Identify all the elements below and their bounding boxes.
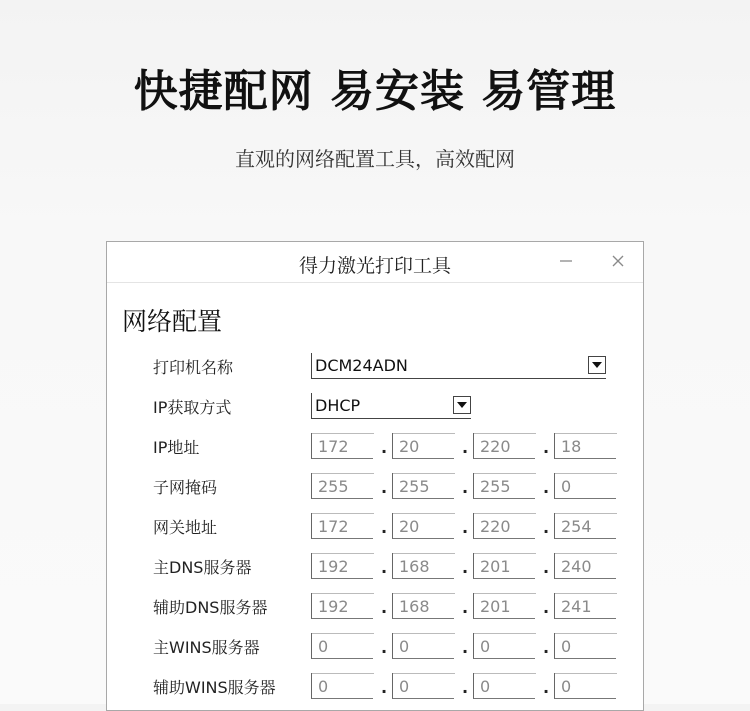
octet-value: 0 [561,677,572,696]
chevron-down-icon[interactable] [588,356,606,374]
octet-value: 0 [480,677,491,696]
primary-dns-octet-2[interactable] [392,553,454,579]
secondary-wins-label: 辅助WINS服务器 [153,678,276,697]
subnet-mask-label: 子网掩码 [153,478,218,497]
ip-mode-row [107,390,643,422]
primary-dns-octet-4[interactable] [554,553,616,579]
octet-separator: . [543,518,550,537]
printer-name-label: 打印机名称 [153,358,234,377]
octet-value: 0 [399,637,410,656]
primary-dns-row [107,550,643,582]
ip-address-octet-1[interactable] [311,433,373,459]
octet-separator: . [462,558,469,577]
octet-value: 18 [561,437,582,456]
printer-name-select[interactable] [311,353,606,379]
octet-value: 254 [561,517,592,536]
primary-dns-octet-1[interactable] [311,553,373,579]
octet-value: 0 [399,677,410,696]
close-icon [610,253,626,269]
octet-value: 201 [480,597,511,616]
subnet-mask-octet-3[interactable] [473,473,535,499]
octet-value: 192 [318,557,349,576]
ip-address-octet-3[interactable] [473,433,535,459]
window-title: 得力激光打印工具 [298,255,451,277]
octet-separator: . [462,678,469,697]
octet-separator: . [381,438,388,457]
octet-value: 168 [399,597,430,616]
octet-value: 0 [318,637,329,656]
primary-wins-row [107,630,643,662]
octet-value: 0 [318,677,329,696]
gateway-octet-4[interactable] [554,513,616,539]
octet-value: 20 [399,517,420,536]
octet-separator: . [543,598,550,617]
secondary-wins-octet-4[interactable] [554,673,616,699]
title-bar [107,242,643,283]
ip-mode-select[interactable] [311,393,471,419]
secondary-dns-octet-2[interactable] [392,593,454,619]
close-button[interactable] [603,246,633,276]
secondary-wins-octet-1[interactable] [311,673,373,699]
gateway-octet-2[interactable] [392,513,454,539]
minimize-button[interactable] [551,246,581,276]
octet-value: 241 [561,597,592,616]
primary-wins-octet-3[interactable] [473,633,535,659]
chevron-down-icon[interactable] [453,396,471,414]
primary-wins-label: 主WINS服务器 [153,638,260,657]
gateway-row [107,510,643,542]
ip-address-octet-2[interactable] [392,433,454,459]
octet-separator: . [543,558,550,577]
octet-value: 168 [399,557,430,576]
octet-separator: . [462,518,469,537]
gateway-octet-1[interactable] [311,513,373,539]
octet-value: 0 [480,637,491,656]
secondary-dns-octet-4[interactable] [554,593,616,619]
octet-separator: . [462,638,469,657]
primary-dns-label: 主DNS服务器 [153,558,252,577]
ip-address-row [107,430,643,462]
octet-value: 255 [318,477,349,496]
section-title: 网络配置 [122,307,223,336]
secondary-wins-octet-3[interactable] [473,673,535,699]
secondary-dns-label: 辅助DNS服务器 [153,598,268,617]
octet-separator: . [543,438,550,457]
ip-mode-value: DHCP [315,396,361,415]
secondary-dns-octet-1[interactable] [311,593,373,619]
subnet-mask-row [107,470,643,502]
octet-separator: . [381,558,388,577]
ip-address-label: IP地址 [153,438,200,457]
octet-separator: . [381,478,388,497]
octet-value: 192 [318,597,349,616]
primary-wins-octet-2[interactable] [392,633,454,659]
octet-separator: . [543,678,550,697]
octet-separator: . [543,638,550,657]
octet-separator: . [462,598,469,617]
octet-value: 172 [318,437,349,456]
printer-name-value: DCM24ADN [315,356,408,375]
gateway-octet-3[interactable] [473,513,535,539]
octet-value: 255 [399,477,430,496]
octet-separator: . [381,518,388,537]
octet-separator: . [381,598,388,617]
octet-value: 0 [561,637,572,656]
printer-name-row [107,350,643,382]
secondary-wins-octet-2[interactable] [392,673,454,699]
minimize-icon [558,253,574,269]
subline: 直观的网络配置工具，高效配网 [235,147,515,171]
primary-dns-octet-3[interactable] [473,553,535,579]
octet-separator: . [462,438,469,457]
primary-wins-octet-1[interactable] [311,633,373,659]
ip-address-octet-4[interactable] [554,433,616,459]
octet-value: 240 [561,557,592,576]
gateway-label: 网关地址 [153,518,218,537]
primary-wins-octet-4[interactable] [554,633,616,659]
printer-tool-window [106,241,644,711]
secondary-dns-row [107,590,643,622]
headline: 快捷配网 易安装 易管理 [133,66,617,117]
octet-value: 20 [399,437,420,456]
octet-value: 0 [561,477,572,496]
octet-separator: . [381,638,388,657]
ip-mode-label: IP获取方式 [153,398,232,417]
octet-value: 220 [480,517,511,536]
subnet-mask-octet-1[interactable] [311,473,373,499]
secondary-dns-octet-3[interactable] [473,593,535,619]
octet-value: 255 [480,477,511,496]
octet-separator: . [381,678,388,697]
secondary-wins-row [107,670,643,702]
subnet-mask-octet-2[interactable] [392,473,454,499]
subnet-mask-octet-4[interactable] [554,473,616,499]
octet-value: 201 [480,557,511,576]
octet-separator: . [462,478,469,497]
octet-value: 172 [318,517,349,536]
octet-separator: . [543,478,550,497]
octet-value: 220 [480,437,511,456]
